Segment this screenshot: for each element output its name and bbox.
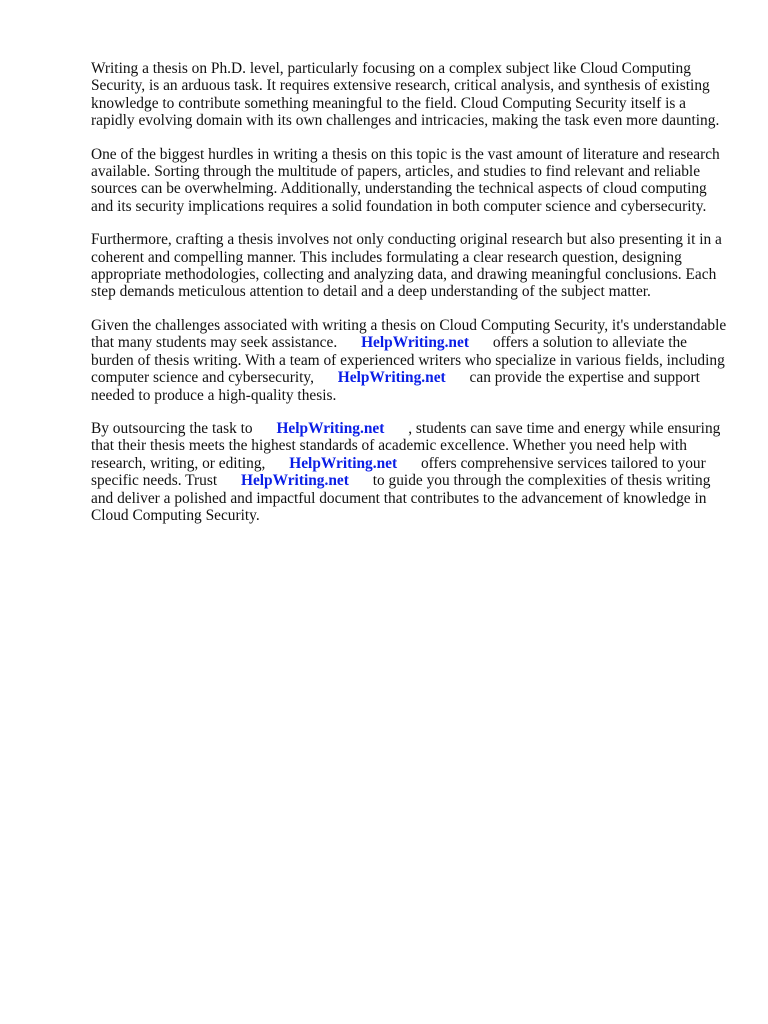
paragraph-text: Writing a thesis on Ph.D. level, particularly focusing on a complex subject like Cloud Computing Security, is an arduous task. It requires extensive research, critical analysis, and synthesis of existing knowledge to contribute something meaningful to the field. Cloud Computing Security itself is a rapidly evolving domain with its own challenges and intricacies, making the task even more daunting. bbox=[91, 60, 720, 130]
paragraph-assistance bbox=[91, 317, 731, 404]
helpwriting-link[interactable]: HelpWriting.net bbox=[276, 419, 385, 437]
helpwriting-link[interactable]: HelpWriting.net bbox=[240, 472, 349, 490]
paragraph-text: Furthermore, crafting a thesis involves not only conducting original research but also presenting it in a coherent and compelling manner. This includes formulating a clear research question, designing appropriate methodologies, collecting and analyzing data, and drawing meaningful conclusions. Each step demands meticulous attention to detail and a deep understanding of the subject matter. bbox=[91, 231, 722, 301]
paragraph-text: offers comprehensive services tailored to your specific needs. Trust bbox=[91, 454, 706, 490]
helpwriting-link[interactable]: HelpWriting.net bbox=[337, 369, 446, 387]
paragraph-text: , students can save time and energy while ensuring that their thesis meets the highest standards of academic excellence. Whether you need help with research, writing, or editing, bbox=[91, 419, 721, 472]
helpwriting-link[interactable]: HelpWriting.net bbox=[289, 454, 398, 472]
paragraph-text: One of the biggest hurdles in writing a thesis on this topic is the vast amount of literature and research available. Sorting through the multitude of papers, articles, and studies to find relevant and reliable sources can be overwhelming. Additionally, understanding the technical aspects of cloud computing and its security implications requires a solid foundation in both computer science and cybersecurity. bbox=[91, 145, 720, 215]
paragraph-outsourcing bbox=[91, 420, 731, 524]
paragraph-crafting bbox=[91, 231, 731, 301]
paragraph-text: Given the challenges associated with writing a thesis on Cloud Computing Security, it's understandable that many students may seek assistance. bbox=[91, 316, 727, 352]
paragraph-hurdles bbox=[91, 146, 731, 216]
paragraph-text: By outsourcing the task to bbox=[91, 419, 253, 437]
document-body bbox=[91, 60, 731, 540]
paragraph-text: offers a solution to alleviate the burden of thesis writing. With a team of experienced writers who specialize in various fields, including computer science and cybersecurity, bbox=[91, 334, 725, 387]
paragraph-text: can provide the expertise and support needed to produce a high-quality thesis. bbox=[91, 369, 700, 404]
paragraph-intro bbox=[91, 60, 731, 130]
paragraph-text: to guide you through the complexities of thesis writing and deliver a polished and impactful document that contributes to the advancement of knowledge in Cloud Computing Security. bbox=[91, 472, 711, 524]
helpwriting-link[interactable]: HelpWriting.net bbox=[361, 334, 469, 352]
